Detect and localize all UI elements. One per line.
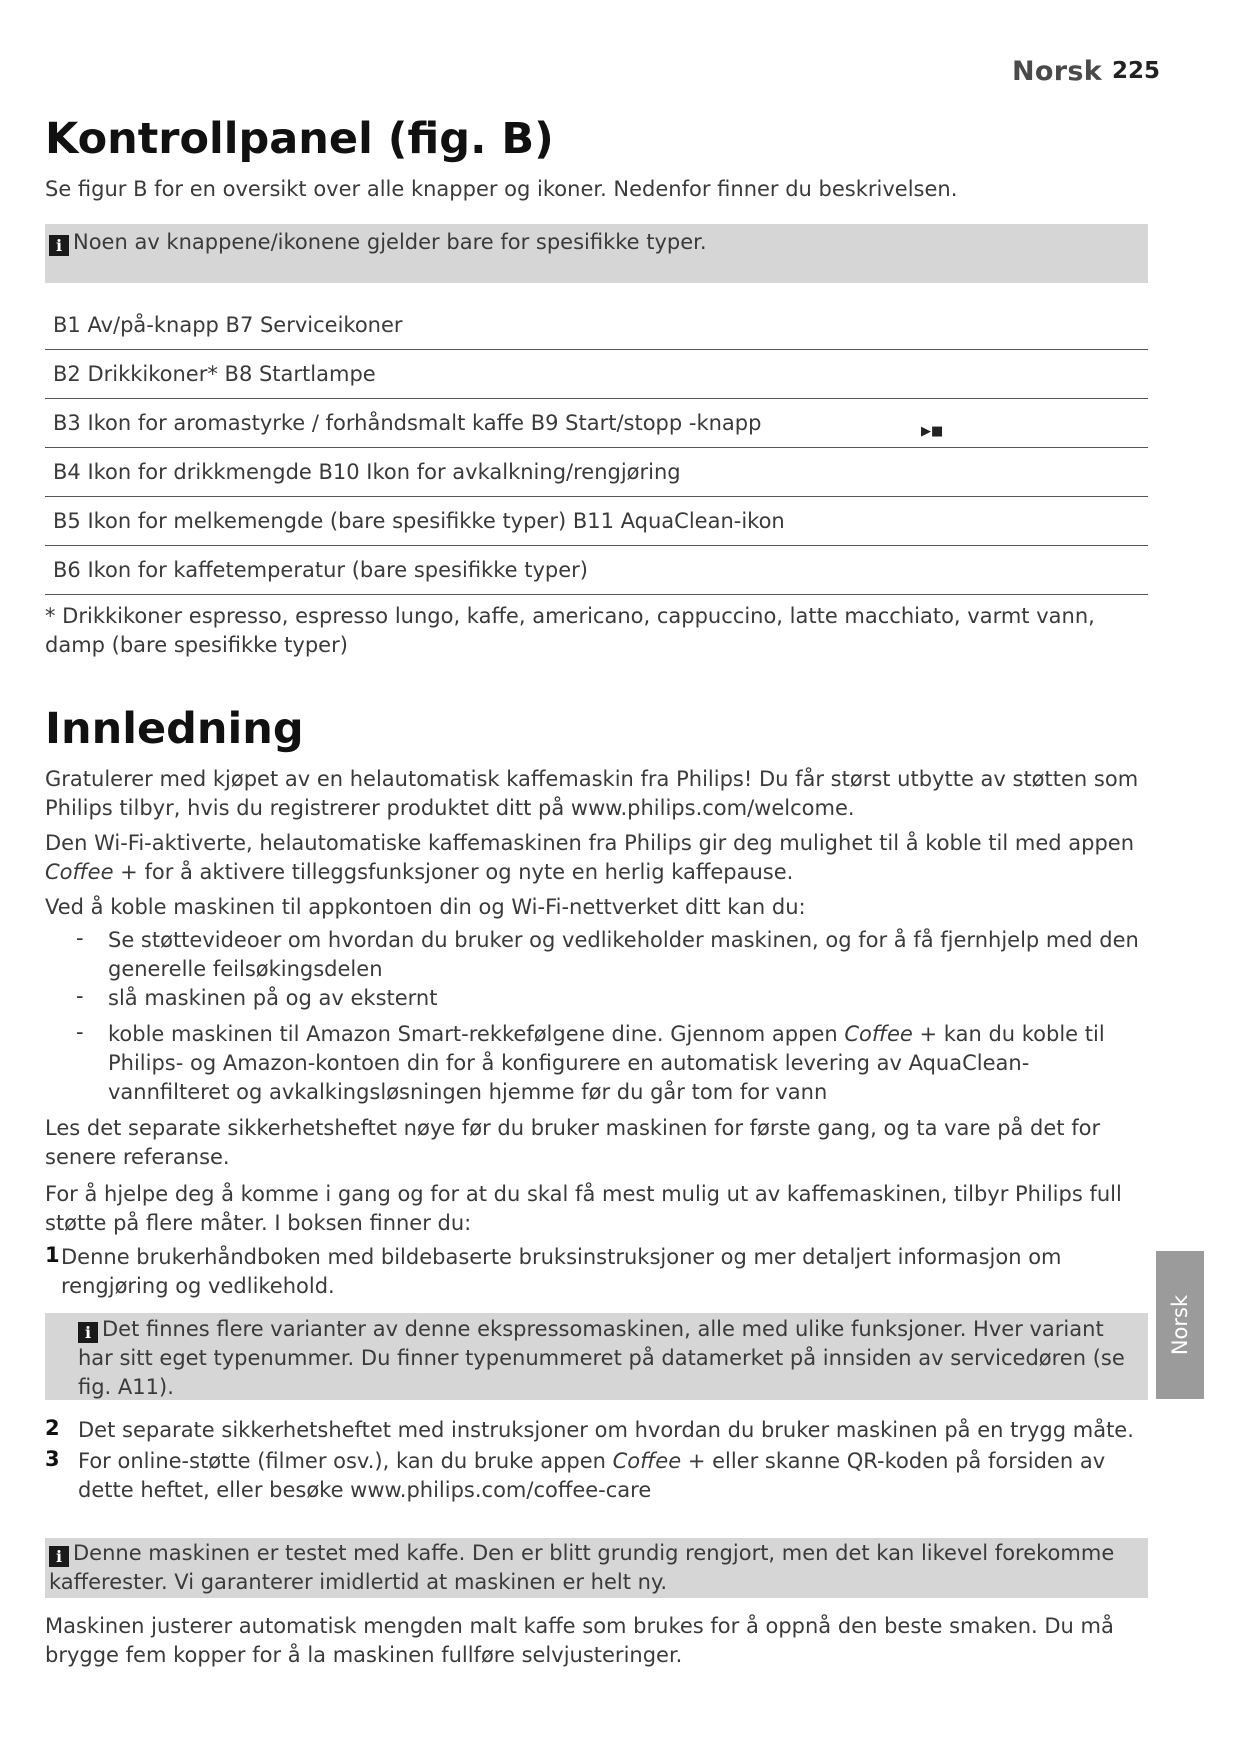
play-stop-icon: ▶■ — [921, 424, 944, 439]
info-note-text: Denne maskinen er testet med kaffe. Den er blitt grundig rengjort, men det kan likevel forekomme kafferester. Vi garanterer imidlertid at maskinen er helt ny. — [49, 1541, 1115, 1594]
intro-paragraph: Se figur B for en oversikt over alle knapper og ikoner. Nedenfor finner du beskrivelsen. — [45, 177, 958, 201]
bullet-dash: - — [76, 926, 84, 950]
paragraph-congrats: Gratulerer med kjøpet av en helautomatisk kaffemaskin fra Philips! Du får størst utbytte av støtten som Philips tilbyr, hvis du registrerer produktet ditt på www.philips.com/welcome. — [45, 767, 1139, 820]
paragraph-wifi-text-a: Den Wi-Fi-aktiverte, helautomatiske kaffemaskinen fra Philips gir deg mulighet til å koble til med appen — [45, 831, 1135, 855]
info-note — [45, 1313, 1148, 1400]
list-item-text-a: For online-støtte (filmer osv.), kan du bruke appen — [78, 1449, 613, 1473]
header-language: Norsk — [1012, 56, 1102, 87]
bullet-dash: - — [76, 984, 84, 1008]
bullet-item — [108, 1020, 1148, 1107]
app-name: Coffee + — [844, 1022, 938, 1046]
info-note-text: Det finnes flere varianter av denne ekspressomaskinen, alle med ulike funksjoner. Hver variant har sitt eget typenummer. Du finner typenummeret på datamerket på innsiden av servicedøren (se fig. A11). — [78, 1317, 1125, 1399]
info-note — [45, 224, 1148, 283]
list-number: 1 — [45, 1243, 60, 1267]
list-item — [78, 1447, 1148, 1505]
list-item: Det separate sikkerhetsheftet med instruksjoner om hvordan du bruker maskinen på en trygg måte. — [78, 1418, 1134, 1442]
footnote: * Drikkikoner espresso, espresso lungo, kaffe, americano, cappuccino, latte macchiato, varmt vann, damp (bare spesifikke typer) — [45, 604, 1095, 657]
side-language-tab — [1156, 1251, 1204, 1399]
paragraph-wifi-text-b: for å aktivere tilleggsfunksjoner og nyte en herlig kaffepause. — [137, 860, 794, 884]
table-row-text: B3 Ikon for aromastyrke / forhåndsmalt kaffe B9 Start/stopp -knapp — [53, 411, 762, 435]
bullet-text-a: koble maskinen til Amazon Smart-rekkefølgene dine. Gjennom appen — [108, 1022, 845, 1046]
section-title-kontrollpanel: Kontrollpanel (fig. B) — [45, 114, 554, 164]
list-item: Denne brukerhåndboken med bildebaserte bruksinstruksjoner og mer detaljert informasjon om rengjøring og vedlikehold. — [61, 1245, 1062, 1298]
table-row — [45, 301, 1148, 350]
bullet-dash: - — [76, 1020, 84, 1044]
paragraph-support: For å hjelpe deg å komme i gang og for at du skal få mest mulig ut av kaffemaskinen, tilbyr Philips full støtte på flere måter. I boksen finner du: — [45, 1182, 1122, 1235]
bullet-item: slå maskinen på og av eksternt — [108, 986, 438, 1010]
app-name: Coffee + — [612, 1449, 706, 1473]
table-row-text: B4 Ikon for drikkmengde B10 Ikon for avkalkning/rengjøring — [53, 460, 681, 484]
app-name: Coffee + — [45, 860, 138, 884]
table-row — [45, 497, 1148, 546]
list-number: 2 — [45, 1416, 60, 1440]
table-row — [45, 546, 1148, 595]
paragraph-wifi — [45, 829, 1145, 887]
info-icon: i — [49, 235, 69, 256]
page-number: 225 — [1112, 58, 1161, 84]
bullet-item: Se støttevideoer om hvordan du bruker og vedlikeholder maskinen, og for å få fjernhjelp med den generelle feilsøkingsdelen — [108, 928, 1139, 981]
section-title-innledning: Innledning — [45, 704, 304, 754]
info-note-text: Noen av knappene/ikonene gjelder bare for spesifikke typer. — [73, 230, 707, 254]
list-item-text-b: eller skanne QR-koden på forsiden av dette heftet, eller besøke www.philips.com/coffee-care — [78, 1449, 1106, 1502]
info-icon: i — [78, 1322, 98, 1343]
list-number: 3 — [45, 1447, 60, 1471]
paragraph-adjust: Maskinen justerer automatisk mengden malt kaffe som brukes for å oppnå den beste smaken. Du må brygge fem kopper for å la maskinen fullføre selvjusteringer. — [45, 1614, 1114, 1667]
table-row — [45, 350, 1148, 399]
table-row — [45, 448, 1148, 497]
paragraph-safety: Les det separate sikkerhetsheftet nøye før du bruker maskinen for første gang, og ta vare på det for senere referanse. — [45, 1116, 1101, 1169]
bullet-text-b: kan du koble til Philips- og Amazon-kontoen din for å konfigurere en automatisk levering av AquaClean-vannfilteret og avkalkingsløsningen hjemme før du går tom for vann — [108, 1022, 1105, 1104]
table-row-text: B1 Av/på-knapp B7 Serviceikoner — [53, 313, 403, 337]
table-row — [45, 399, 1148, 448]
paragraph-connect: Ved å koble maskinen til appkontoen din og Wi-Fi-nettverket ditt kan du: — [45, 895, 806, 919]
info-icon: i — [49, 1546, 69, 1567]
info-note — [45, 1538, 1148, 1598]
table-row-text: B5 Ikon for melkemengde (bare spesifikke typer) B11 AquaClean-ikon — [53, 509, 785, 533]
table-row-text: B2 Drikkikoner* B8 Startlampe — [53, 362, 376, 386]
side-tab-label: Norsk — [1168, 1294, 1192, 1356]
table-row-text: B6 Ikon for kaffetemperatur (bare spesifikke typer) — [53, 558, 588, 582]
